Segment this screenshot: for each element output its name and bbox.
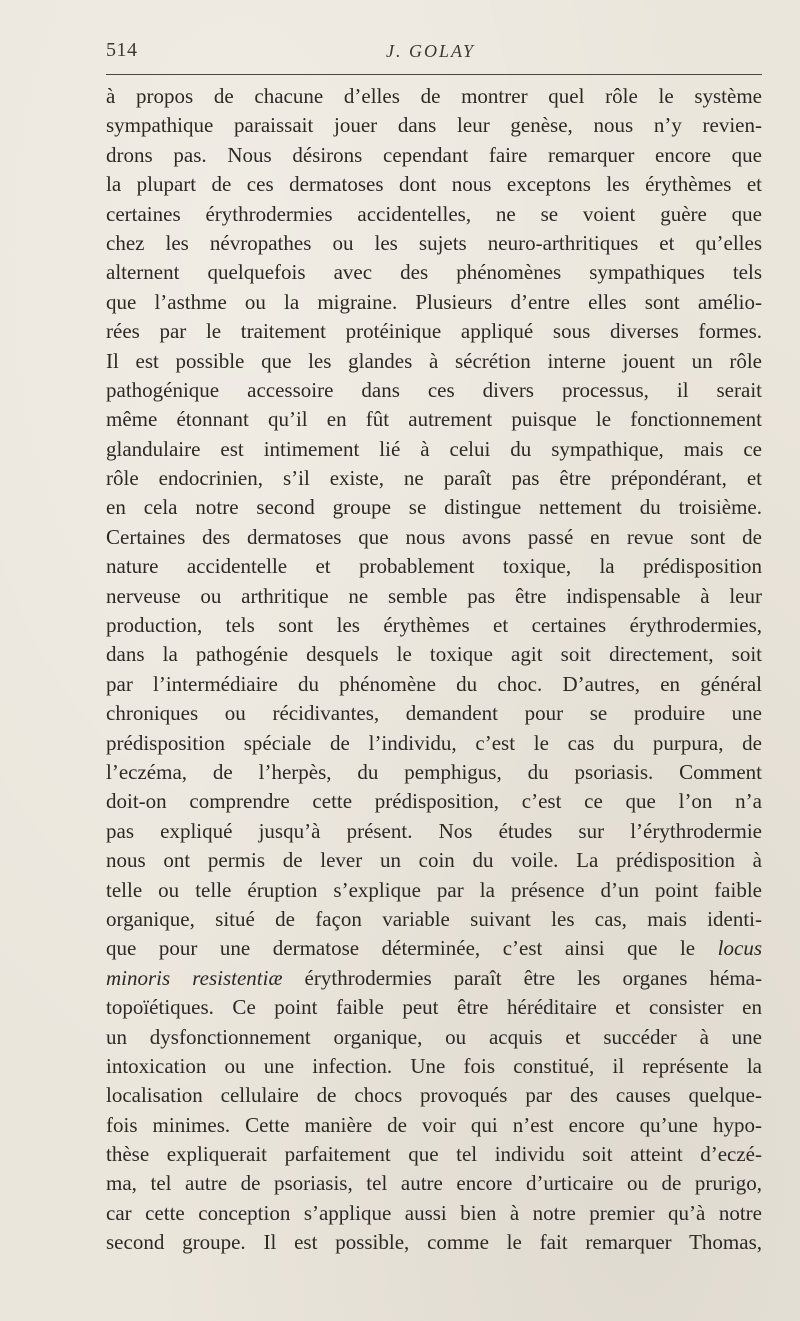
running-title: J. GOLAY	[386, 41, 476, 61]
text-line: un dysfonctionnement organique, ou acquis et succéder à une	[106, 1024, 762, 1049]
text-line: localisation cellulaire de chocs provoqués par des causes quelque-	[106, 1083, 762, 1108]
header-rule	[106, 74, 762, 75]
text-line: chroniques ou récidivantes, demandent pour se produire une	[106, 701, 762, 726]
text-line: second groupe. Il est possible, comme le fait remarquer Thomas,	[106, 1230, 762, 1255]
text-line-with-italic	[106, 964, 762, 993]
text-line: en cela notre second groupe se distingue nettement du troisième.	[106, 495, 762, 520]
text-line: l’eczéma, de l’herpès, du pemphigus, du psoriasis. Comment	[106, 759, 762, 784]
text-line: certaines érythrodermies accidentelles, ne se voient guère que	[106, 201, 762, 226]
text-line: drons pas. Nous désirons cependant faire remarquer encore que	[106, 142, 762, 167]
text-line: production, tels sont les érythèmes et certaines érythrodermies,	[106, 613, 762, 638]
text-line: nerveuse ou arthritique ne semble pas être indispensable à leur	[106, 583, 762, 608]
text-line: telle ou telle éruption s’explique par la présence d’un point faible	[106, 877, 762, 902]
text-line: dans la pathogénie desquels le toxique agit soit directement, soit	[106, 642, 762, 667]
text-line: Certaines des dermatoses que nous avons passé en revue sont de	[106, 524, 762, 549]
text-line: Il est possible que les glandes à sécrétion interne jouent un rôle	[106, 348, 762, 373]
text-line: fois minimes. Cette manière de voir qui n’est encore qu’une hypo-	[106, 1112, 762, 1137]
italic-term: locus	[717, 936, 762, 961]
text-line: par l’intermédiaire du phénomène du choc. D’autres, en général	[106, 671, 762, 696]
text-line: nous ont permis de lever un coin du voile. La prédisposition à	[106, 848, 762, 873]
text-line: alternent quelquefois avec des phénomènes sympathiques tels	[106, 260, 762, 285]
text-line: rées par le traitement protéinique appliqué sous diverses formes.	[106, 319, 762, 344]
text-line: pathogénique accessoire dans ces divers processus, il serait	[106, 377, 762, 402]
text-line: car cette conception s’applique aussi bien à notre premier qu’à notre	[106, 1200, 762, 1225]
text-line: que l’asthme ou la migraine. Plusieurs d’entre elles sont amélio-	[106, 289, 762, 314]
text-line: même étonnant qu’il en fût autrement puisque le fonctionnement	[106, 407, 762, 432]
text-line: rôle endocrinien, s’il existe, ne paraît pas être prépondérant, et	[106, 466, 762, 491]
text-line: nature accidentelle et probablement toxique, la prédisposition	[106, 554, 762, 579]
page-number: 514	[106, 39, 138, 61]
text-line: organique, situé de façon variable suivant les cas, mais identi-	[106, 906, 762, 931]
italic-term: minoris resistentiæ	[106, 965, 283, 990]
text-line: sympathique paraissait jouer dans leur genèse, nous n’y revien-	[106, 113, 762, 138]
text-segment: érythrodermies paraît être les organes héma-	[282, 965, 763, 990]
text-line: doit-on comprendre cette prédisposition, c’est ce que l’on n’a	[106, 789, 762, 814]
text-line: intoxication ou une infection. Une fois constitué, il représente la	[106, 1053, 762, 1078]
running-head	[106, 34, 760, 64]
text-line: ma, tel autre de psoriasis, tel autre encore d’urticaire ou de prurigo,	[106, 1171, 762, 1196]
text-line: glandulaire est intimement lié à celui du sympathique, mais ce	[106, 436, 762, 461]
text-line: thèse expliquerait parfaitement que tel individu soit atteint d’eczé-	[106, 1142, 762, 1167]
text-line: topoïétiques. Ce point faible peut être héréditaire et consister en	[106, 995, 762, 1020]
text-line: chez les névropathes ou les sujets neuro-arthritiques et qu’elles	[106, 230, 762, 255]
text-line-with-italic	[106, 934, 762, 963]
text-segment: que pour une dermatose déterminée, c’est ainsi que le	[106, 936, 696, 961]
text-line: pas expliqué jusqu’à présent. Nos études sur l’érythrodermie	[106, 818, 762, 843]
text-line: la plupart de ces dermatoses dont nous exceptons les érythèmes et	[106, 172, 762, 197]
text-line: à propos de chacune d’elles de montrer quel rôle le système	[106, 84, 762, 108]
body-paragraph	[106, 82, 762, 1258]
text-line: prédisposition spéciale de l’individu, c’est le cas du purpura, de	[106, 730, 762, 755]
